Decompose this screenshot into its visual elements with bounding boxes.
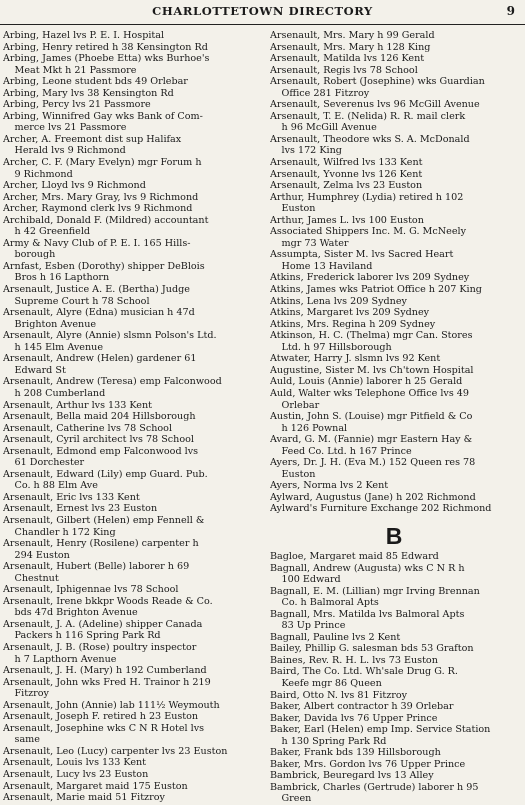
directory-entry-line: Atkins, James wks Patriot Office h 207 King	[270, 284, 482, 296]
directory-entry-line: Arsenault, Andrew (Helen) gardener 61	[3, 353, 197, 365]
directory-entry-line: Bambrick, Beuregard lvs 13 Alley	[270, 770, 434, 782]
directory-entry-line: Ltd. h 97 Hillsborough	[281, 341, 392, 353]
directory-entry-line: Arsenault, Catherine lvs 78 School	[3, 422, 173, 434]
directory-entry-line: Home 13 Haviland	[281, 260, 373, 272]
directory-entry-line: Atkins, Lena lvs 209 Sydney	[270, 295, 407, 307]
directory-entry-line: Co. h Balmoral Apts	[281, 597, 379, 609]
directory-entry-line: Arsenault, Joseph F. retired h 23 Euston	[3, 711, 199, 723]
directory-entry-line: Archer, C. F. (Mary Evelyn) mgr Forum h	[3, 157, 202, 169]
directory-entry-line: Baines, Rev. R. H. L. lvs 73 Euston	[270, 654, 438, 666]
directory-entry-line: 9 Richmond	[14, 168, 73, 180]
directory-entry-line: Feed Co. Ltd. h 167 Prince	[281, 445, 412, 457]
directory-entry-line: h 126 Pownal	[281, 422, 348, 434]
directory-entry-line: Arsenault, Alyre (Annie) slsmn Polson's Ltd.	[3, 330, 217, 342]
directory-entry-line: bds 47d Brighton Avenue	[14, 607, 138, 619]
directory-entry-line: Arsenault, Iphigennae lvs 78 School	[3, 584, 179, 596]
directory-entry-line: Arsenault, J. H. (Mary) h 192 Cumberland	[3, 665, 207, 677]
directory-entry-line: Edward St	[14, 364, 66, 376]
directory-entry-line: Aylward, Augustus (Jane) h 202 Richmond	[270, 491, 476, 503]
directory-entry-line: Bagnall, Mrs. Matilda lvs Balmoral Apts	[270, 608, 465, 620]
right-column	[270, 30, 518, 805]
directory-entry-line: Euston	[281, 468, 316, 480]
directory-entry-line: Archer, A. Freemont dist sup Halifax	[3, 133, 182, 145]
directory-entry-line: Bagloe, Margaret maid 85 Edward	[270, 550, 439, 562]
directory-entry-line: Bailey, Phillip G. salesman bds 53 Grafton	[270, 643, 474, 655]
directory-entry-line: mgr 73 Water	[281, 237, 349, 249]
right-column-a-entries	[270, 30, 518, 515]
directory-entry-line: Bagnall, Andrew (Augusta) wks C N R h	[270, 562, 465, 574]
directory-entry-line: Arsenault, Justice A. E. (Bertha) Judge	[3, 284, 190, 296]
directory-entry-line: Arthur, Humphrey (Lydia) retired h 102	[270, 191, 464, 203]
directory-entry-line: Arbing, Hazel lvs P. E. I. Hospital	[3, 30, 165, 41]
directory-entry-line: Bambrick, Charles (Gertrude) laborer h 95	[270, 781, 479, 793]
directory-entry-line: Aylward's Furniture Exchange 202 Richmond	[270, 503, 492, 515]
directory-entry-line: Arsenault, Marie maid 51 Fitzroy	[3, 792, 165, 804]
directory-entry-line: same	[14, 734, 40, 746]
directory-entry-line: Office 281 Fitzroy	[281, 87, 370, 99]
directory-entry-line: Arsenault, Irene bkkpr Woods Reade & Co.	[3, 595, 213, 607]
directory-entry-line: Baker, Frank bds 139 Hillsborough	[270, 747, 441, 759]
directory-entry-line: Bros h 16 Lapthorn	[14, 272, 110, 284]
directory-entry-line: Arsenault, Severenus lvs 96 McGill Avenue	[270, 99, 480, 111]
directory-entry-line: Army & Navy Club of P. E. I. 165 Hills-	[3, 237, 191, 249]
directory-entry-line: h 42 Greenfield	[14, 226, 91, 238]
directory-entry-line: Archer, Raymond clerk lvs 9 Richmond	[3, 203, 193, 215]
directory-entry-line: Arsenault, Hubert (Belle) laborer h 69	[3, 561, 190, 573]
directory-entry-line: Fitzroy	[14, 688, 49, 700]
directory-entry-line: Arsenault, Arthur lvs 133 Kent	[3, 399, 153, 411]
directory-entry-line: 61 Dorchester	[14, 457, 85, 469]
directory-entry-line: Arsenault, Mrs. Mary h 128 King	[270, 41, 431, 53]
directory-entry-line: Baird, Otto N. lvs 81 Fitzroy	[270, 689, 408, 701]
section-letter: B	[385, 522, 403, 549]
directory-entry-line: Assumpta, Sister M. lvs Sacred Heart	[270, 249, 454, 261]
directory-entry-line: Auld, Walter wks Telephone Office lvs 49	[270, 387, 469, 399]
directory-entry-line: Arbing, Percy lvs 21 Passmore	[3, 99, 151, 111]
directory-entry-line: Atwater, Harry J. slsmn lvs 92 Kent	[270, 353, 441, 365]
directory-entry-line: Meat Mkt h 21 Passmore	[14, 64, 137, 76]
directory-entry-line: Arsenault, Eric lvs 133 Kent	[3, 491, 140, 503]
directory-entry-line: 294 Euston	[14, 549, 70, 561]
directory-entry-line: 83 Up Prince	[281, 620, 346, 632]
directory-entry-line: Atkins, Mrs. Regina h 209 Sydney	[270, 318, 436, 330]
directory-entry-line: Baker, Davida lvs 76 Upper Prince	[270, 712, 438, 724]
directory-entry-line: Ayers, Norma lvs 2 Kent	[270, 480, 389, 492]
directory-entry-line: Arsenault, T. E. (Nelida) R. R. mail clerk	[270, 110, 466, 122]
directory-entry-line: Green	[281, 793, 312, 805]
directory-entry-line: Supreme Court h 78 School	[14, 295, 150, 307]
directory-entry-line: Arbing, Leone student bds 49 Orlebar	[3, 76, 188, 88]
directory-entry-line: Arsenault, Josephine wks C N R Hotel lvs	[3, 722, 205, 734]
directory-entry-line: h 96 McGill Avenue	[281, 122, 377, 134]
directory-entry-line: borough	[14, 249, 56, 261]
directory-entry-line: h 130 Spring Park Rd	[281, 735, 387, 747]
directory-entry-line: Arsenault, Andrew (Teresa) emp Falconwood	[3, 376, 222, 388]
directory-entry-line: Arsenault, Cyril architect lvs 78 School	[3, 434, 194, 446]
directory-entry-line: lvs 172 King	[281, 145, 342, 157]
directory-entry-line: Arsenault, Robert (Josephine) wks Guardian	[270, 76, 485, 88]
directory-entry-line: Arbing, Winnifred Gay wks Bank of Com-	[3, 110, 203, 122]
directory-entry-line: Arsenault, J. A. (Adeline) shipper Canada	[3, 618, 203, 630]
directory-entry-line: Baker, Earl (Helen) emp Imp. Service Station	[270, 724, 491, 736]
directory-entry-line: Chestnut	[14, 572, 59, 584]
directory-entry-line: Arsenault, Mrs. Mary h 99 Gerald	[270, 30, 435, 41]
right-column-b-entries	[270, 551, 518, 805]
directory-entry-line: Arsenault, Wilfred lvs 133 Kent	[270, 157, 423, 169]
directory-entry-line: Austin, John S. (Louise) mgr Pitfield & Co	[270, 411, 473, 423]
directory-entry-line: Bagnall, E. M. (Lillian) mgr Irving Brennan	[270, 585, 480, 597]
directory-entry-line: Baker, Mrs. Gordon lvs 76 Upper Prince	[270, 758, 466, 770]
directory-entry-line: Arsenault, Alyre (Edna) musician h 47d	[3, 307, 195, 319]
directory-entry-line: Atkins, Margaret lvs 209 Sydney	[270, 307, 430, 319]
directory-entry-line: Archibald, Donald F. (Mildred) accountant	[3, 214, 209, 226]
directory-entry-line: Packers h 116 Spring Park Rd	[14, 630, 161, 642]
directory-entry-line: Arsenault, Yvonne lvs 126 Kent	[270, 168, 423, 180]
directory-entry-line: Auld, Louis (Annie) laborer h 25 Gerald	[270, 376, 463, 388]
directory-entry-line: h 145 Elm Avenue	[14, 341, 103, 353]
directory-entry-line: Arsenault, Lucy lvs 23 Euston	[3, 769, 149, 780]
directory-entry-line: Arsenault, Bella maid 204 Hillsborough	[3, 411, 196, 423]
directory-entry-line: Arsenault, Gilbert (Helen) emp Fennell &	[3, 514, 205, 526]
directory-entry-line: Baird, The Co. Ltd. Wh'sale Drug G. R.	[270, 666, 458, 678]
left-column	[3, 30, 260, 804]
directory-entry-line: Arthur, James L. lvs 100 Euston	[270, 214, 424, 226]
directory-entry-line: Arsenault, Margaret maid 175 Euston	[3, 780, 188, 792]
directory-entry-line: Atkinson, H. C. (Thelma) mgr Can. Stores	[270, 330, 473, 342]
directory-entry-line: merce lvs 21 Passmore	[14, 122, 127, 134]
directory-entry-line: Atkins, Frederick laborer lvs 209 Sydney	[270, 272, 470, 284]
directory-entry-line: Arbing, James (Phoebe Etta) wks Burhoe's	[3, 53, 210, 65]
directory-entry-line: Associated Shippers Inc. M. G. McNeely	[270, 226, 466, 238]
directory-entry-line: Avard, G. M. (Fannie) mgr Eastern Hay &	[270, 434, 473, 446]
directory-entry-line: Chandler h 172 King	[14, 526, 116, 538]
directory-entry-line: 100 Edward	[281, 574, 341, 586]
directory-entry-line: Arsenault, Zelma lvs 23 Euston	[270, 180, 423, 192]
directory-entry-line: Arsenault, John (Annie) lab 111½ Weymouth	[3, 699, 220, 711]
directory-entry-line: Arsenault, Henry (Rosilene) carpenter h	[3, 538, 199, 550]
directory-entry-line: Arbing, Henry retired h 38 Kensington Rd	[3, 41, 208, 53]
directory-entry-line: Augustine, Sister M. lvs Ch'town Hospital	[270, 364, 474, 376]
directory-entry-line: Arsenault, J. B. (Rose) poultry inspector	[3, 641, 197, 653]
directory-entry-line: Arsenault, Matilda lvs 126 Kent	[270, 53, 425, 65]
page-header	[0, 0, 525, 25]
directory-entry-line: Bagnall, Pauline lvs 2 Kent	[270, 631, 401, 643]
directory-entry-line: Arnfast, Esben (Dorothy) shipper DeBlois	[3, 260, 205, 272]
directory-title: CHARLOTTETOWN DIRECTORY	[152, 4, 373, 18]
directory-entry-line: Arsenault, Edmond emp Falconwood lvs	[3, 445, 199, 457]
directory-entry-line: Keefe mgr 86 Queen	[281, 677, 382, 689]
directory-entry-line: h 7 Lapthorn Avenue	[14, 653, 117, 665]
directory-entry-line: Euston	[281, 203, 316, 215]
directory-entry-line: Arsenault, Theodore wks S. A. McDonald	[270, 133, 470, 145]
directory-entry-line: Archer, Mrs. Mary Gray, lvs 9 Richmond	[3, 191, 199, 203]
directory-entry-line: Arsenault, Louis lvs 133 Kent	[3, 757, 147, 769]
directory-entry-line: Ayers, Dr. J. H. (Eva M.) 152 Queen res 78	[270, 457, 476, 469]
directory-entry-line: Arsenault, Ernest lvs 23 Euston	[3, 503, 158, 515]
directory-entry-line: Brighton Avenue	[14, 318, 97, 330]
page-number: 9	[506, 4, 515, 18]
directory-entry-line: Arsenault, Edward (Lily) emp Guard. Pub.	[3, 468, 208, 480]
directory-entry-line: h 208 Cumberland	[14, 387, 106, 399]
directory-entry-line: Arsenault, Leo (Lucy) carpenter lvs 23 Euston	[3, 745, 228, 757]
directory-entry-line: Orlebar	[281, 399, 320, 411]
directory-entry-line: Archer, Lloyd lvs 9 Richmond	[3, 180, 146, 192]
directory-entry-line: Baker, Albert contractor h 39 Orlebar	[270, 701, 454, 713]
directory-entry-line: Arsenault, John wks Fred H. Trainor h 219	[3, 676, 211, 688]
directory-entry-line: Arsenault, Regis lvs 78 School	[270, 64, 418, 76]
directory-entry-line: Herald lvs 9 Richmond	[14, 145, 126, 157]
directory-entry-line: Arbing, Mary lvs 38 Kensington Rd	[3, 87, 174, 99]
directory-entry-line: Co. h 88 Elm Ave	[14, 480, 98, 492]
